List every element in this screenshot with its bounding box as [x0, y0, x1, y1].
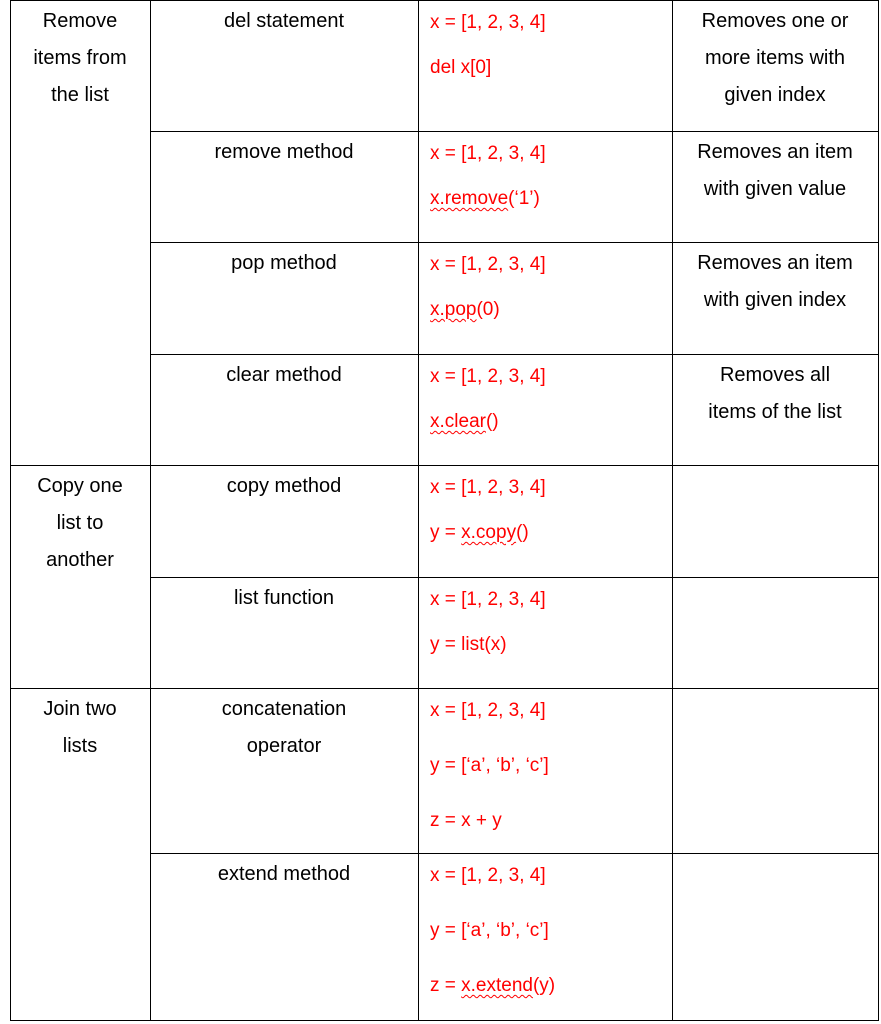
description-text: items of the list: [708, 401, 842, 423]
code-line: [430, 299, 500, 321]
code-text: del x[0]: [430, 57, 492, 78]
description-text: Removes an item: [697, 252, 853, 274]
method-label: copy method: [226, 475, 342, 497]
code-text: (y): [532, 975, 556, 996]
spellcheck-marked-text: x.clear: [430, 411, 486, 432]
code-line: [430, 975, 555, 997]
spellcheck-marked-text: x.remove: [430, 188, 509, 209]
code-line: [430, 57, 491, 79]
group-divider: [10, 465, 878, 466]
code-line: [430, 589, 546, 611]
row-divider: [150, 242, 878, 243]
description-text: with given index: [703, 289, 847, 311]
row-divider: [150, 853, 878, 854]
operation-label: Remove: [42, 10, 118, 32]
code-text: y =: [430, 522, 462, 543]
code-text: x = [1, 2, 3, 4]: [430, 589, 546, 610]
list-operations-table: [10, 0, 879, 1021]
description-text: Removes one or: [701, 10, 849, 32]
code-text: x = [1, 2, 3, 4]: [430, 477, 546, 498]
row-divider: [150, 577, 878, 578]
code-text: x = [1, 2, 3, 4]: [430, 12, 546, 33]
code-line: [430, 810, 502, 832]
description-text: more items with: [704, 47, 846, 69]
code-text: (‘1’): [508, 188, 540, 209]
code-text: z =: [430, 975, 462, 996]
code-text: (): [485, 411, 499, 432]
table-border-bottom: [10, 1020, 879, 1021]
operation-label: the list: [51, 84, 109, 106]
code-text: x = [1, 2, 3, 4]: [430, 700, 546, 721]
method-label: concatenation: [221, 698, 347, 720]
description-text: Removes all: [719, 364, 831, 386]
operation-label: another: [46, 549, 114, 571]
operation-label: items from: [33, 47, 127, 69]
method-label: clear method: [226, 364, 342, 386]
row-divider: [150, 354, 878, 355]
method-label: list function: [233, 587, 335, 609]
operation-label: Join two: [43, 698, 117, 720]
group-divider: [10, 688, 878, 689]
method-label: operator: [246, 735, 322, 757]
method-label: pop method: [231, 252, 337, 274]
code-text: x = [1, 2, 3, 4]: [430, 366, 546, 387]
code-text: z = x + y: [430, 810, 502, 831]
code-line: [430, 254, 546, 276]
code-line: [430, 188, 540, 210]
code-line: [430, 477, 546, 499]
description-text: with given value: [703, 178, 847, 200]
code-line: [430, 12, 546, 34]
spellcheck-marked-text: x.pop: [430, 299, 477, 320]
code-text: y = [‘a’, ‘b’, ‘c’]: [430, 920, 549, 941]
code-line: [430, 366, 546, 388]
code-line: [430, 865, 546, 887]
description-text: Removes an item: [697, 141, 853, 163]
operation-label: lists: [62, 735, 98, 757]
code-line: [430, 920, 549, 942]
code-line: [430, 755, 549, 777]
table-border-right: [878, 0, 879, 1020]
code-line: [430, 522, 529, 544]
code-line: [430, 700, 546, 722]
code-text: (0): [476, 299, 500, 320]
code-line: [430, 143, 546, 165]
code-text: y = list(x): [430, 634, 507, 655]
column-divider: [418, 0, 419, 1020]
code-text: y = [‘a’, ‘b’, ‘c’]: [430, 755, 549, 776]
table-border-top: [10, 0, 878, 1]
operation-label: list to: [56, 512, 104, 534]
method-label: remove method: [214, 141, 354, 163]
spellcheck-marked-text: x.extend: [461, 975, 533, 996]
code-text: (): [516, 522, 529, 543]
method-label: del statement: [223, 10, 345, 32]
method-label: extend method: [217, 863, 351, 885]
code-line: [430, 634, 507, 656]
operation-label: Copy one: [37, 475, 123, 497]
description-text: given index: [724, 84, 826, 106]
spellcheck-marked-text: x.copy: [461, 522, 517, 543]
code-line: [430, 411, 499, 433]
code-text: x = [1, 2, 3, 4]: [430, 865, 546, 886]
code-text: x = [1, 2, 3, 4]: [430, 254, 546, 275]
code-text: x = [1, 2, 3, 4]: [430, 143, 546, 164]
row-divider: [150, 131, 878, 132]
